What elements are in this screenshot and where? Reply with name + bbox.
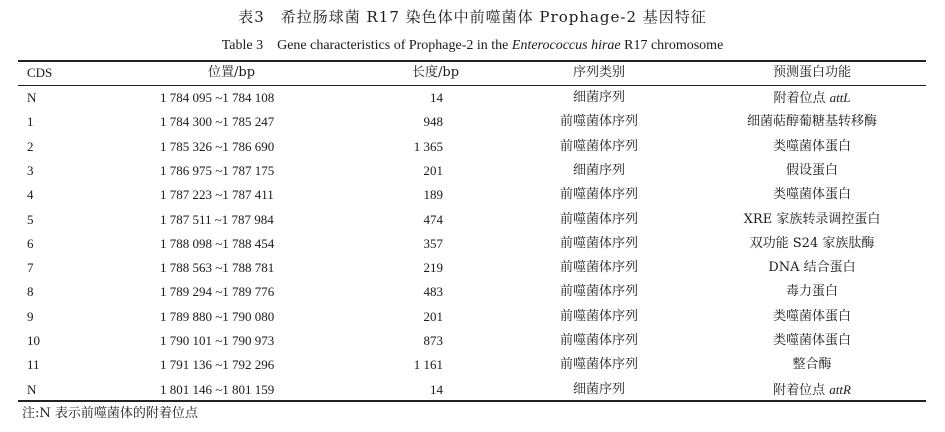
table-row [0, 135, 945, 159]
table-caption-cn: 表3 希拉肠球菌 R17 染色体中前噬菌体 Prophage-2 基因特征 [238, 8, 707, 26]
cell-function: 毒力蛋白 [785, 284, 838, 300]
cell-type: 前噬菌体序列 [559, 284, 638, 300]
cell-cds: 4 [27, 187, 34, 203]
cell-type: 细菌序列 [572, 381, 625, 397]
cell-length: 189 [423, 187, 443, 203]
cell-position: 1 785 326 ~1 786 690 [160, 138, 275, 154]
table-row [0, 110, 945, 134]
cell-length: 1 161 [413, 357, 443, 373]
cell-cds: 10 [27, 333, 40, 348]
table-row [0, 329, 945, 353]
function-italic-text: attR [829, 381, 851, 397]
cell-cds: N [27, 90, 37, 105]
cell-type: 前噬菌体序列 [559, 138, 638, 154]
cell-cds: 3 [27, 162, 34, 178]
table-row [0, 280, 945, 304]
cell-type: 前噬菌体序列 [559, 114, 638, 130]
cell-cds: 11 [27, 357, 40, 373]
cell-type: 前噬菌体序列 [559, 187, 638, 203]
bottom-rule [18, 400, 926, 402]
header-function: 预测蛋白功能 [772, 65, 851, 80]
cell-position: 1 784 300 ~1 785 247 [160, 114, 275, 130]
cell-function [712, 86, 912, 111]
cell-function: 类噬菌体蛋白 [772, 333, 851, 348]
cell-length: 357 [423, 235, 443, 251]
cell-length: 219 [423, 260, 443, 276]
cell-position: 1 789 294 ~1 789 776 [160, 284, 275, 300]
function-italic-text: attL [829, 90, 851, 105]
cell-position: 1 789 880 ~1 790 080 [160, 308, 275, 324]
table-row [0, 183, 945, 207]
table-row [0, 378, 945, 402]
cell-cds: 8 [27, 284, 34, 300]
cell-function: 类噬菌体蛋白 [772, 187, 851, 203]
cell-length: 474 [423, 211, 443, 227]
cell-cds: 7 [27, 260, 34, 276]
cell-position: 1 788 098 ~1 788 454 [160, 235, 275, 251]
cell-cds: 6 [27, 235, 34, 251]
cell-length: 948 [423, 114, 443, 130]
table-caption-en [0, 37, 945, 55]
cell-type: 前噬菌体序列 [559, 308, 638, 324]
cell-function: 整合酶 [792, 357, 832, 373]
cell-function: 类噬菌体蛋白 [772, 308, 851, 324]
cell-position: 1 787 223 ~1 787 411 [160, 187, 274, 203]
table-row [0, 305, 945, 329]
cell-length: 873 [423, 333, 443, 348]
cell-position: 1 788 563 ~1 788 781 [160, 260, 275, 276]
cell-length: 14 [430, 381, 443, 397]
cell-type: 细菌序列 [572, 90, 625, 105]
header-cds: CDS [27, 65, 53, 80]
function-text: 附着位点 [773, 91, 830, 106]
table-row [0, 256, 945, 280]
table-row [0, 232, 945, 256]
cell-cds: 5 [27, 211, 34, 227]
function-text: 附着位点 [773, 382, 830, 398]
cell-position: 1 801 146 ~1 801 159 [160, 381, 275, 397]
table-row [0, 86, 945, 110]
cell-position: 1 790 101 ~1 790 973 [160, 333, 275, 348]
table-footnote: 注:N 表示前噬菌体的附着位点 [22, 406, 198, 421]
cell-function: DNA 结合蛋白 [768, 260, 856, 276]
cell-position: 1 784 095 ~1 784 108 [160, 90, 275, 105]
caption-en-prefix: Table 3 Gene characteristics of Prophage-2 in the [221, 38, 512, 53]
caption-en-suffix: R17 chromosome [620, 38, 724, 53]
cell-function: 细菌萜醇葡糖基转移酶 [746, 114, 877, 130]
cell-length: 1 365 [413, 138, 443, 154]
cell-type: 细菌序列 [572, 162, 625, 178]
caption-en-species: Enterococcus hirae [511, 38, 621, 53]
cell-function: 假设蛋白 [785, 162, 838, 178]
cell-cds: 2 [27, 138, 34, 154]
cell-position: 1 786 975 ~1 787 175 [160, 162, 275, 178]
table-row [0, 159, 945, 183]
cell-cds: N [27, 381, 37, 397]
cell-function: 双功能 S24 家族肽酶 [749, 235, 875, 251]
header-length: 长度/bp [412, 65, 460, 80]
cell-type: 前噬菌体序列 [559, 235, 638, 251]
cell-length: 201 [423, 308, 443, 324]
cell-function: 类噬菌体蛋白 [772, 138, 851, 154]
table-row [0, 208, 945, 232]
cell-length: 201 [423, 162, 443, 178]
cell-type: 前噬菌体序列 [559, 260, 638, 276]
header-type: 序列类别 [572, 65, 625, 80]
header-position: 位置/bp [208, 65, 256, 80]
cell-length: 14 [430, 90, 443, 105]
cell-length: 483 [423, 284, 443, 300]
cell-position: 1 787 511 ~1 787 984 [160, 211, 274, 227]
cell-cds: 1 [27, 114, 34, 130]
table-row [0, 353, 945, 377]
cell-position: 1 791 136 ~1 792 296 [160, 357, 275, 373]
cell-type: 前噬菌体序列 [559, 333, 638, 348]
cell-type: 前噬菌体序列 [559, 357, 638, 373]
cell-cds: 9 [27, 308, 34, 324]
cell-type: 前噬菌体序列 [559, 211, 638, 227]
cell-function [712, 378, 912, 403]
cell-function: XRE 家族转录调控蛋白 [743, 211, 881, 227]
